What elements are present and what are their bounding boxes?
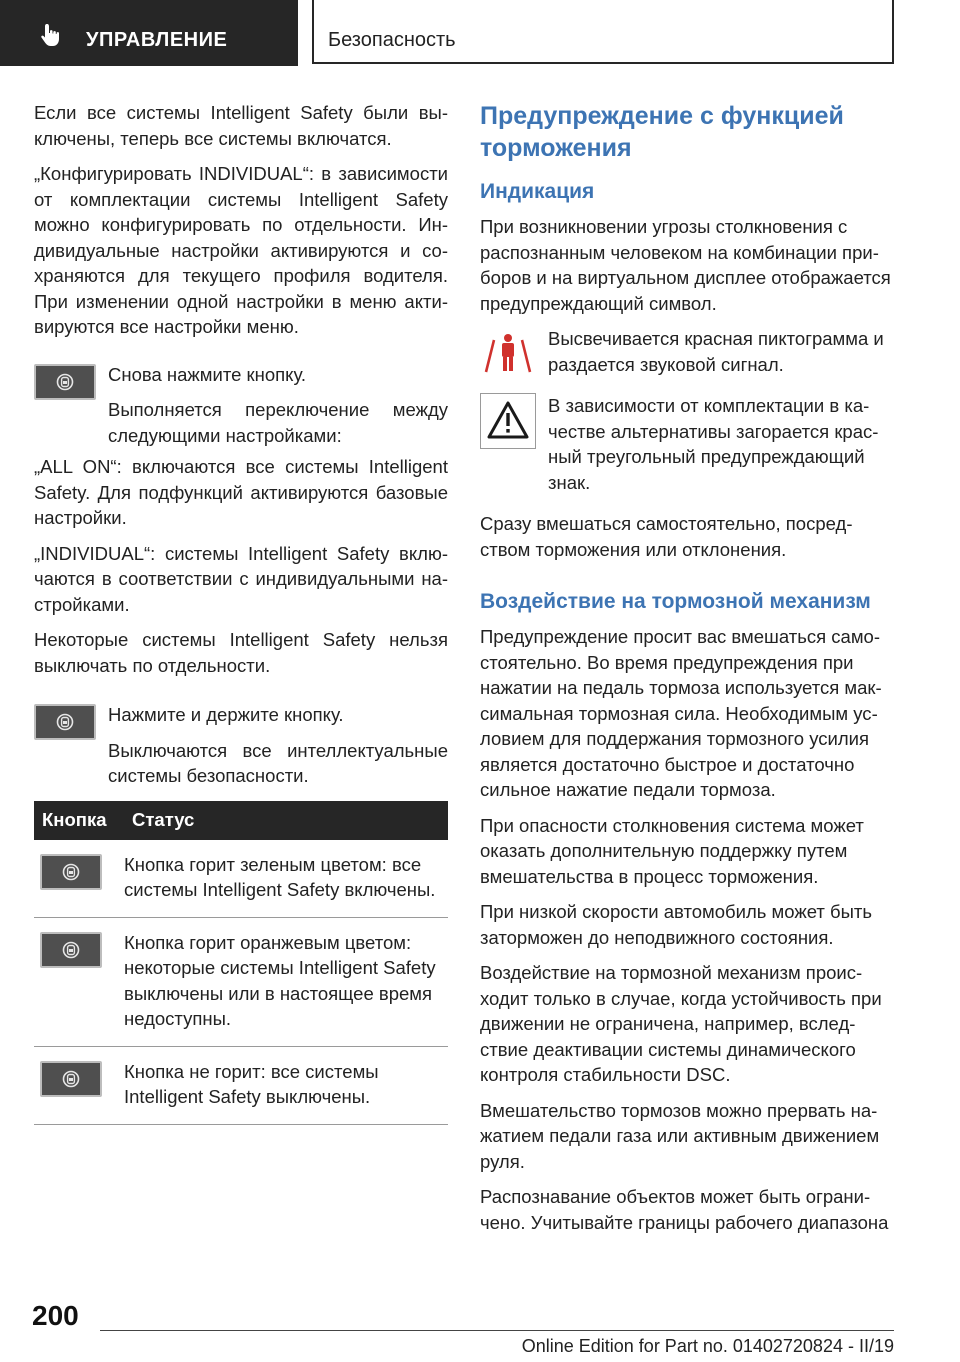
section-heading-warning: Предупреждение с функцией торможения (480, 102, 844, 162)
paragraph: Выключаются все интеллектуальные системы безопасности. (108, 739, 448, 786)
paragraph: При опасности столкновения система может оказать дополнительную поддержку путем вмешательства в процесс торможения. (480, 814, 864, 887)
left-column (34, 100, 448, 1125)
footer-edition: Online Edition for Part no. 01402720824 - II/19 (521, 1336, 894, 1356)
header-section-title: УПРАВЛЕНИЕ (86, 29, 228, 51)
header-chapter-title: Безопасность (328, 29, 456, 51)
paragraph: Если все системы Intelligent Safety были выключены, теперь все системы включатся. (34, 102, 448, 149)
button-instruction-label: Снова нажмите кнопку. (108, 363, 306, 385)
table-cell-status: Кнопка не горит: все системы Intelligent Safety выключены. (124, 1046, 448, 1124)
footer-divider (100, 1330, 894, 1331)
paragraph: Сразу вмешаться самостоятельно, посредством торможения или отклонения. (480, 513, 853, 560)
paragraph: „Конфигурировать INDIVIDUAL“: в зависимости от комплектации системы Intelligent Safety можно конфигурировать по отдельности. Индивидуальные настройки активируются и сохраняются для текущего профиля водителя. При изменении одной настройки в меню активируются все настройки меню. (34, 163, 448, 337)
intelligent-safety-button-icon (34, 364, 96, 400)
table-header-status: Статус (124, 801, 448, 840)
intelligent-safety-button-icon (40, 932, 102, 968)
warning-triangle-row (480, 393, 896, 495)
table-row (34, 1046, 448, 1124)
paragraph: Вмешательство тормозов можно прервать нажатием педали газа или активным движением руля. (480, 1099, 880, 1172)
warning-triangle-icon (480, 393, 536, 449)
paragraph: Высвечивается красная пиктограмма и раздается звуковой сигнал. (548, 328, 884, 375)
intelligent-safety-button-icon (40, 854, 102, 890)
subsection-heading-indication: Индикация (480, 180, 595, 203)
paragraph: В зависимости от комплектации в качестве альтернативы загорается красный треугольный предупреждающий знак. (548, 395, 879, 493)
table-row (34, 917, 448, 1046)
paragraph: Распознавание объектов может быть ограничено. Учитывайте границы рабочего диапазона (480, 1186, 889, 1233)
intelligent-safety-button-icon (34, 704, 96, 740)
header-section-tab (0, 0, 298, 66)
header-chapter-tab (312, 0, 894, 64)
page-number: 200 (32, 1300, 79, 1331)
table-cell-status: Кнопка горит зеленым цветом: все системы Intelligent Safety включены. (124, 840, 448, 918)
button-instruction-hold (34, 702, 448, 789)
paragraph: Некоторые системы Intelligent Safety нельзя выключать по отдельности. (34, 629, 448, 676)
table-header-button: Кнопка (34, 801, 124, 840)
hand-pointer-icon (38, 22, 64, 48)
paragraph-individual: „INDIVIDUAL“: системы Intelligent Safety включаются в соответствии с индивидуальными настройками. (34, 542, 448, 615)
warning-pictogram-row (480, 326, 896, 377)
button-instruction-press (34, 362, 448, 449)
intelligent-safety-button-icon (40, 1061, 102, 1097)
pedestrian-warning-icon (480, 326, 536, 382)
button-status-table (34, 801, 448, 1125)
subsection-heading-brake: Воздействие на тормозной механизм (480, 590, 871, 613)
paragraph: При возникновении угрозы столкновения с распознанным человеком на комбинации приборов и на виртуальном дисплее отображается предупреждающий символ. (480, 216, 891, 314)
table-cell-status: Кнопка горит оранжевым цветом: некоторые системы Intelligent Safety выключены или в настоящее время недоступны. (124, 917, 448, 1046)
right-column (480, 100, 896, 1245)
paragraph-all-on: „ALL ON“: включаются все системы Intelligent Safety. Для подфункций активируются базовые настройки. (34, 456, 448, 528)
table-row (34, 840, 448, 918)
paragraph: Выполняется переключение между следующими настройками: (108, 399, 448, 446)
paragraph: При низкой скорости автомобиль может быть заторможен до неподвижного состояния. (480, 901, 873, 948)
button-instruction-label: Нажмите и держите кнопку. (108, 704, 344, 725)
paragraph: Воздействие на тормозной механизм происходит только в случае, когда устойчивость при движении не ограничена, например, вследствие деактивации системы динамического контроля стабильности DSC. (480, 962, 882, 1085)
paragraph: Предупреждение просит вас вмешаться самостоятельно. Во время предупреждения при нажатии на педаль тормоза используется максимальная тормозная сила. Необходимым условием для поддержания тормозного усилия является достаточно быстрое и достаточно сильное нажатие педали тормоза. (480, 626, 882, 800)
